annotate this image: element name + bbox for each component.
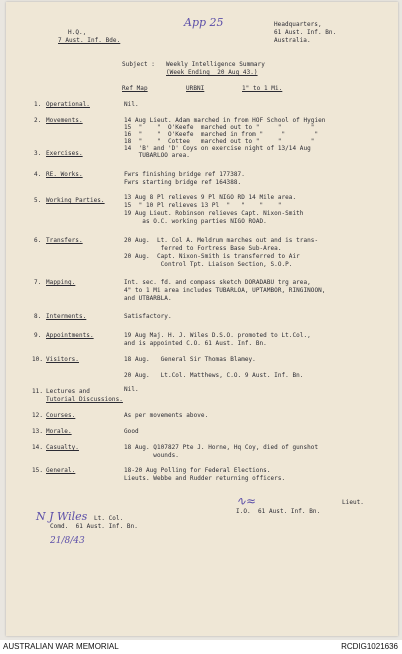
item-1-title: Operational. [46, 101, 90, 108]
handwritten-reference: App 25 [184, 16, 224, 29]
item-9-line-1: 19 Aug Maj. H. J. Wiles D.S.O. promoted to Lt.Col., [124, 332, 311, 339]
item-11-title: Lectures and [46, 388, 90, 395]
item-15-title: General. [46, 467, 76, 474]
item-7-line-3: and UTBARBLA. [124, 295, 172, 302]
item-2-line-1: 14 Aug Lieut. Adam marched in from HOF School of Hygien [124, 117, 326, 124]
item-4-number: 4. [34, 171, 42, 178]
item-13-number: 13. [32, 428, 43, 435]
address-line-2: 61 Aust. Inf. Bn. [274, 29, 337, 36]
item-6-number: 6. [34, 237, 42, 244]
item-10-number: 10. [32, 356, 43, 363]
item-4-title: RE. Works. [46, 171, 83, 178]
item-8-line-1: Satisfactory. [124, 313, 172, 320]
address-line-1: Headquarters, [274, 21, 322, 28]
subject-label: Subject : [122, 61, 155, 68]
address-line-3: Australia. [274, 37, 311, 44]
item-4-line-2: Fwrs starting bridge ref 164388. [124, 179, 242, 186]
item-10-line-3: 20 Aug. Lt.Col. Matthews, C.O. 9 Aust. Inf. Bn. [124, 372, 304, 379]
item-6-line-4: Control Tpt. Liaison Section, S.O.P. [124, 261, 293, 268]
item-2-line-4: 18 " " Cottee marched out to " " " [124, 138, 315, 145]
signature-right-handwritten: ∿≈ [236, 494, 257, 508]
item-15-line-1: 18-20 Aug Polling for Federal Elections. [124, 467, 271, 474]
item-12-number: 12. [32, 412, 43, 419]
from-line-1: H.Q., [68, 29, 87, 36]
footer-archive-name: AUSTRALIAN WAR MEMORIAL [3, 642, 119, 651]
item-10-title: Visitors. [46, 356, 79, 363]
item-13-title: Morale. [46, 428, 72, 435]
item-11-title-2: Tutorial Discussions. [46, 396, 123, 403]
item-5-number: 5. [34, 197, 42, 204]
item-2-line-2: 15 " " O'Keefe marched out to " " " [124, 124, 315, 131]
item-3-number: 3. [34, 150, 42, 157]
item-9-line-2: and is appointed C.O. 61 Aust. Inf. Bn. [124, 340, 267, 347]
item-8-number: 8. [34, 313, 42, 320]
item-2-line-3: 16 " " O'Keefe marched in from " " " [124, 131, 319, 138]
signature-right-unit: I.O. 61 Aust. Inf. Bn. [236, 508, 321, 515]
item-2-number: 2. [34, 117, 42, 124]
item-7-number: 7. [34, 279, 42, 286]
item-3-line-1: TUBARLOO area. [124, 152, 190, 159]
item-6-line-2: ferred to Fortress Base Sub-Area. [124, 245, 282, 252]
item-1-number: 1. [34, 101, 42, 108]
signature-right-rank: Lieut. [342, 499, 364, 506]
item-3-title: Exercises. [46, 150, 83, 157]
item-4-line-1: Fwrs finishing bridge ref 177387. [124, 171, 245, 178]
from-line-2: 7 Aust. Inf. Bde. [58, 37, 121, 44]
signature-left-rank: Lt. Col. [94, 515, 124, 522]
signature-left-handwritten: N J Wiles [36, 510, 88, 523]
item-9-title: Appointments. [46, 332, 94, 339]
item-2-title: Movements. [46, 117, 83, 124]
item-6-line-3: 20 Aug. Capt. Nixon-Smith is transferred to Air [124, 253, 300, 260]
item-7-title: Mapping. [46, 279, 76, 286]
signature-left-unit: Comd. 61 Aust. Inf. Bn. [50, 523, 138, 530]
item-6-title: Transfers. [46, 237, 83, 244]
subject-title: Weekly Intelligence Summary [166, 61, 265, 68]
item-7-line-1: Int. sec. fd. and compass sketch DORADABU trg area, [124, 279, 311, 286]
item-8-title: Interments. [46, 313, 87, 320]
item-5-line-3: 19 Aug Lieut. Robinson relieves Capt. Nixon-Smith [124, 210, 304, 217]
item-12-line-1: As per movements above. [124, 412, 209, 419]
item-5-line-4: as O.C. working parties NIGO ROAD. [124, 218, 267, 225]
ref-map-scale: 1" to 1 Mi. [242, 85, 283, 92]
item-14-line-2: wounds. [124, 452, 179, 459]
handwritten-date: 21/8/43 [50, 536, 85, 546]
footer-record-id: RCDIG1021636 [341, 642, 398, 651]
item-7-line-2: 4" to 1 Mi area includes TUBARLOA, UPTAMBOR, RINGINOON, [124, 287, 326, 294]
subject-week: (Week Ending 20 Aug 43.) [166, 69, 258, 76]
item-13-line-1: Good [124, 428, 139, 435]
item-14-number: 14. [32, 444, 43, 451]
ref-map-name: URBNI [186, 85, 205, 92]
item-14-title: Casualty. [46, 444, 79, 451]
document-page [6, 2, 398, 636]
item-10-line-1: 18 Aug. General Sir Thomas Blamey. [124, 356, 256, 363]
item-11-number: 11. [32, 388, 43, 395]
item-6-line-1: 20 Aug. Lt. Col A. Meldrum marches out and is trans- [124, 237, 319, 244]
item-5-title: Working Parties. [46, 197, 105, 204]
item-15-line-2: Lieuts. Webbe and Rudder returning officers. [124, 475, 286, 482]
item-2-line-5: 14 'B' and 'D' Coys on exercise night of 13/14 Aug [124, 145, 311, 152]
item-11-line-1: Nil. [124, 386, 139, 393]
item-9-number: 9. [34, 332, 42, 339]
item-12-title: Courses. [46, 412, 76, 419]
item-5-line-2: 15 " 10 Pl relieves 13 Pl " " " " [124, 202, 282, 209]
item-1-line-1: Nil. [124, 101, 139, 108]
item-15-number: 15. [32, 467, 43, 474]
item-14-line-1: 18 Aug. Q107827 Pte J. Horne, Hq Coy, died of gunshot [124, 444, 319, 451]
ref-map-label: Ref Map [122, 85, 148, 92]
item-5-line-1: 13 Aug 8 Pl relieves 9 Pl NIGO RD 14 Mile area. [124, 194, 297, 201]
